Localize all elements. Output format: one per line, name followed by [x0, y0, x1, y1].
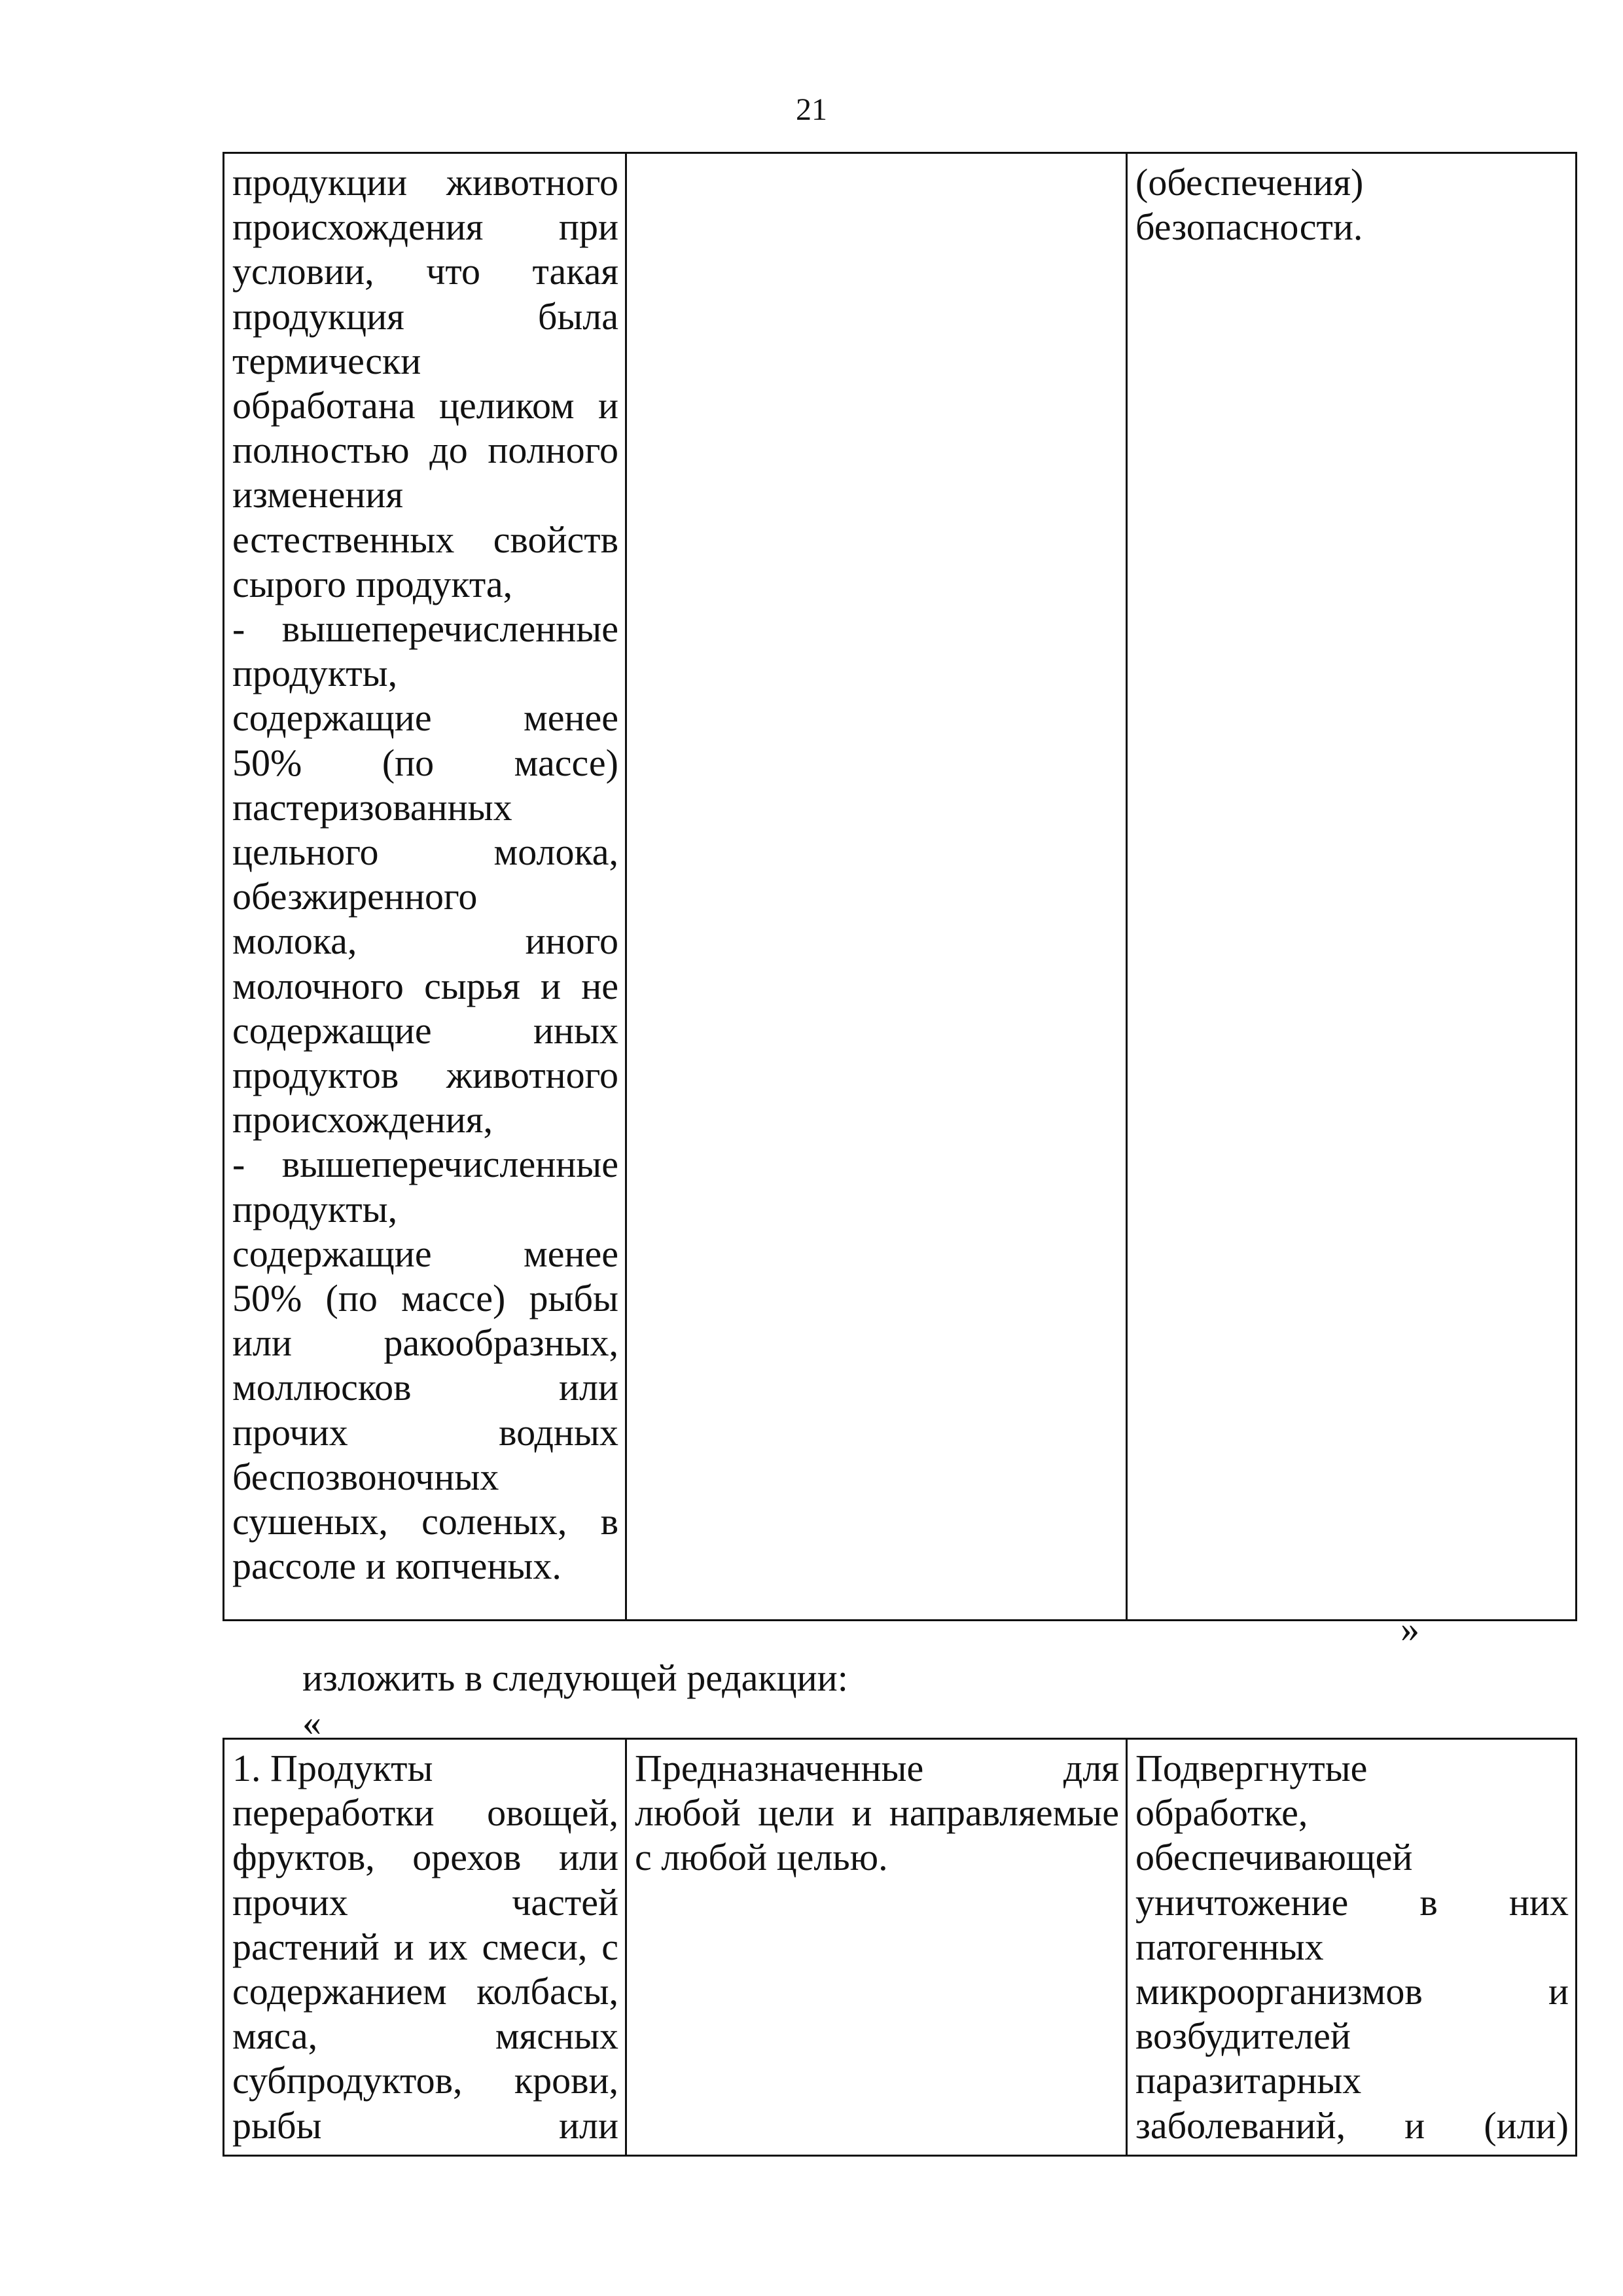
text-line: 50% (по массе) — [232, 741, 618, 784]
text-line: обеспечивающей — [1135, 1836, 1413, 1879]
text-line: мяса, мясных — [232, 2015, 618, 2058]
text-line: содержащие менее — [232, 696, 618, 740]
table-row — [224, 1739, 1577, 2156]
table-continuation — [223, 152, 1577, 1621]
text-line: - вышеперечисленные — [232, 1143, 618, 1186]
text-line: субпродуктов, крови, — [232, 2059, 618, 2102]
text-line: естественных свойств — [232, 518, 618, 561]
text-line: моллюсков или — [232, 1366, 618, 1409]
text-line: 1. Продукты — [232, 1747, 433, 1789]
text-line: пастеризованных — [232, 785, 512, 829]
opening-quote: « — [302, 1701, 321, 1744]
text-line: микроорганизмов и — [1135, 1970, 1569, 2013]
text-line: уничтожение в них — [1135, 1880, 1569, 1924]
text-line: возбудителей — [1135, 2015, 1351, 2058]
text-line: переработки овощей, — [232, 1791, 618, 1835]
text-block — [635, 1746, 1119, 1880]
cell-purpose — [626, 153, 1127, 1621]
text-line: - вышеперечисленные — [232, 607, 618, 651]
text-line: сырого продукта, — [232, 562, 513, 605]
text-line: паразитарных — [1135, 2059, 1362, 2102]
cell-conditions — [1127, 1739, 1577, 2156]
text-line: рассоле и копченых. — [232, 1545, 562, 1588]
intro-text: изложить в следующей редакции: — [302, 1657, 848, 1699]
text-line: содержащие менее — [232, 1232, 618, 1275]
cell-product-description — [224, 153, 626, 1621]
text-line: 50% (по массе) рыбы — [232, 1277, 618, 1320]
text-line: термически — [232, 339, 421, 382]
text-line: продукты, — [232, 1187, 398, 1230]
text-line: Предназначенные для — [635, 1747, 1119, 1789]
text-line: содержащие иных — [232, 1009, 618, 1052]
table-row — [224, 153, 1577, 1621]
cell-purpose — [626, 1739, 1127, 2156]
text-line: продукция была — [232, 295, 618, 338]
text-line: или ракообразных, — [232, 1321, 618, 1365]
page-number: 21 — [796, 92, 827, 127]
text-line: обезжиренного — [232, 875, 478, 918]
text-line: прочих частей — [232, 1880, 618, 1924]
text-block — [1135, 160, 1569, 249]
text-line: патогенных — [1135, 1925, 1324, 1968]
text-line: рыбы или — [232, 2104, 618, 2147]
text-line: Подвергнутые — [1135, 1747, 1368, 1789]
text-line: содержанием колбасы, — [232, 1970, 618, 2013]
text-line: безопасности. — [1135, 206, 1363, 249]
cell-conditions — [1127, 153, 1577, 1621]
text-line: сушеных, соленых, в — [232, 1500, 618, 1543]
text-line: прочих водных — [232, 1410, 618, 1454]
text-line: заболеваний, и (или) — [1135, 2104, 1569, 2147]
text-line: (обеспечения) — [1135, 161, 1364, 204]
text-line: изменения — [232, 473, 404, 516]
text-line: продукции животного — [232, 161, 618, 204]
text-line: происхождения при — [232, 206, 618, 249]
text-line: продуктов животного — [232, 1054, 618, 1097]
text-line: фруктов, орехов или — [232, 1836, 618, 1879]
closing-quote: » — [1400, 1607, 1419, 1650]
text-line: беспозвоночных — [232, 1455, 499, 1498]
text-line: молочного сырья и не — [232, 964, 618, 1007]
text-line: молока, иного — [232, 920, 618, 963]
text-line: продукты, — [232, 652, 398, 695]
text-line: полностью до полного — [232, 429, 618, 472]
text-block — [1135, 1746, 1569, 2148]
text-line: условии, что такая — [232, 250, 618, 293]
text-line: цельного молока, — [232, 831, 618, 874]
text-line: любой цели и направляемые — [635, 1791, 1119, 1835]
text-line: растений и их смеси, с — [232, 1925, 618, 1968]
text-block — [232, 160, 618, 1589]
text-block — [232, 1746, 618, 2148]
text-line: обработке, — [1135, 1791, 1308, 1835]
table-new-edition — [223, 1738, 1577, 2157]
cell-product-description — [224, 1739, 626, 2156]
text-line: с любой целью. — [635, 1836, 888, 1879]
text-line: обработана целиком и — [232, 384, 618, 427]
text-line: происхождения, — [232, 1098, 493, 1141]
